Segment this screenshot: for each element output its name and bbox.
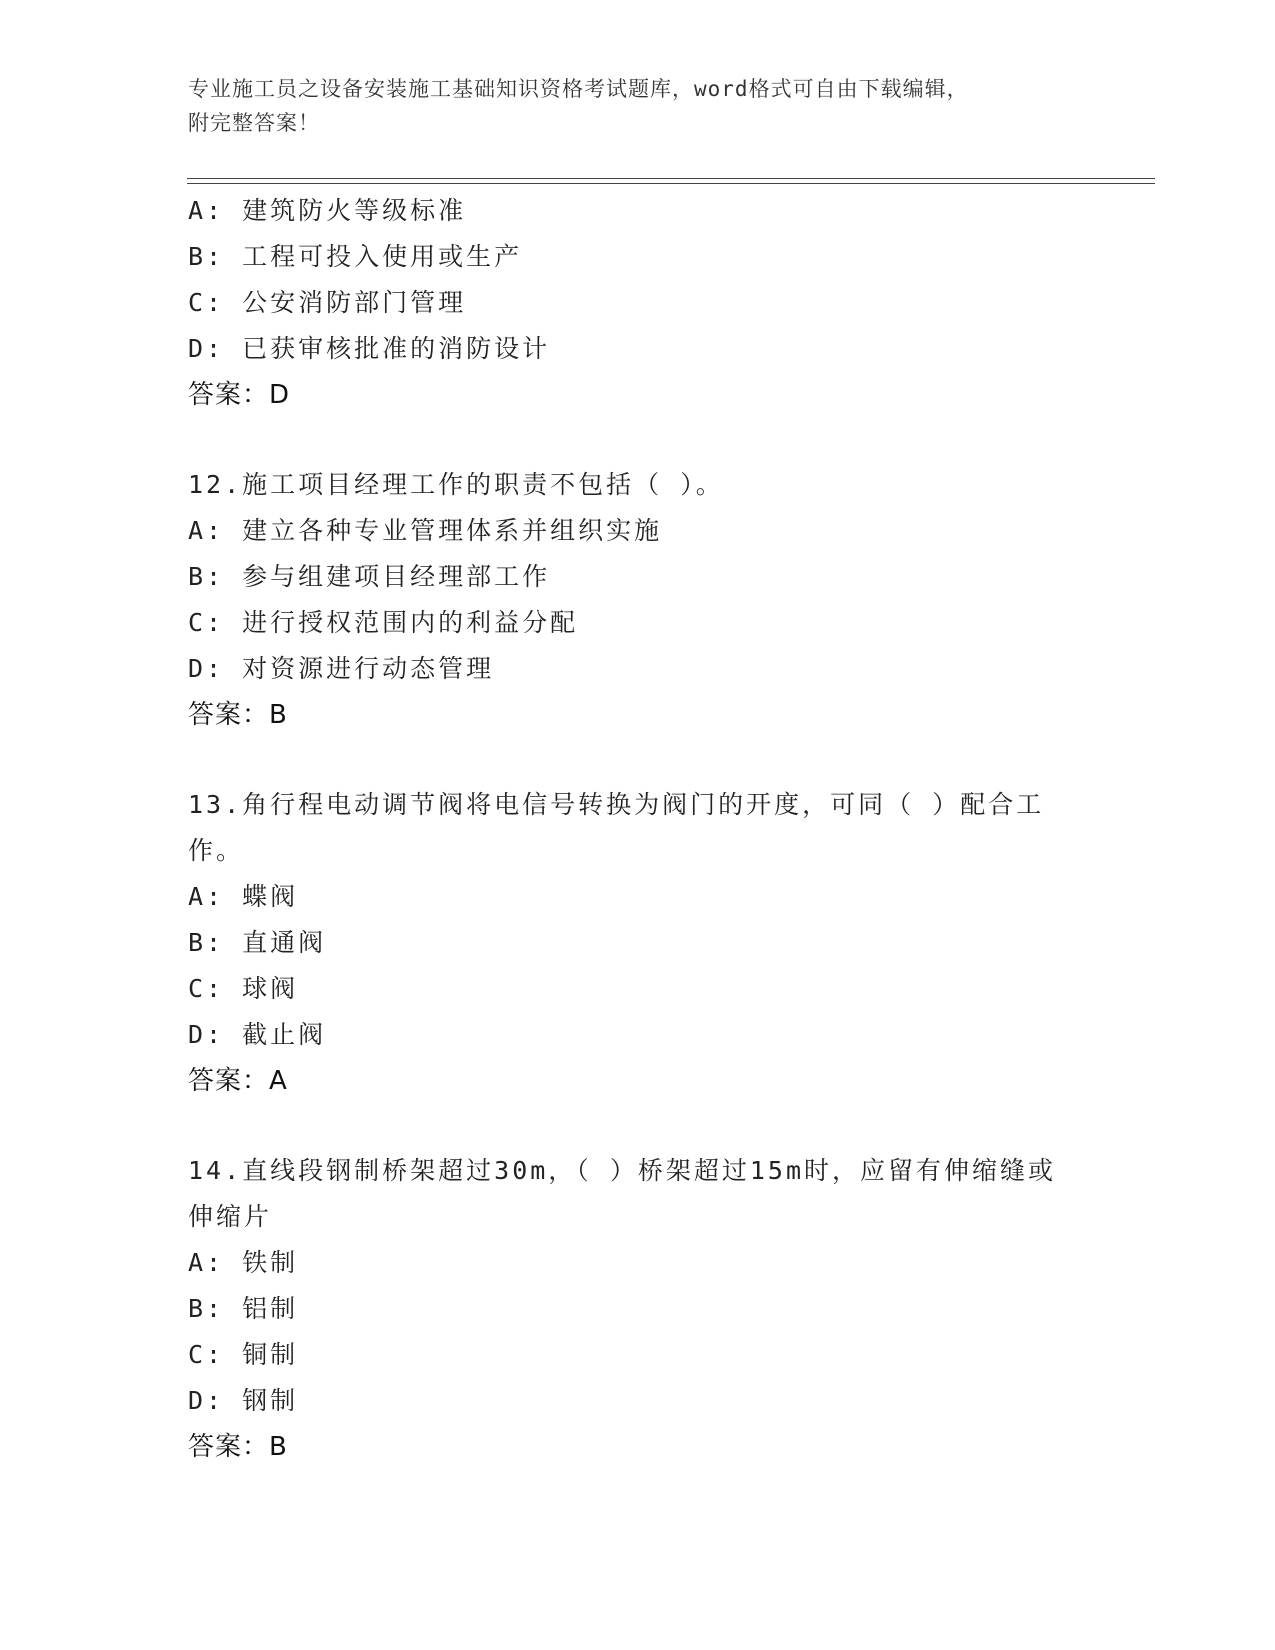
option-b: B: 参与组建项目经理部工作 <box>188 562 551 591</box>
option-d: D: 钢制 <box>188 1386 299 1415</box>
option-c: C: 进行授权范围内的利益分配 <box>188 608 579 637</box>
option-a: A: 铁制 <box>188 1248 299 1277</box>
answer-line: 答案：B <box>188 700 288 730</box>
option-d: D: 对资源进行动态管理 <box>188 654 495 683</box>
document-header <box>188 72 1088 140</box>
option-b: B: 铝制 <box>188 1294 299 1323</box>
option-b: B: 直通阀 <box>188 928 327 957</box>
question-stem <box>188 462 1088 508</box>
option-a: A: 蝶阀 <box>188 882 299 911</box>
option-d: D: 已获审核批准的消防设计 <box>188 334 551 363</box>
option-b: B: 工程可投入使用或生产 <box>188 242 523 271</box>
question-12 <box>188 462 1088 738</box>
option-c: C: 公安消防部门管理 <box>188 288 467 317</box>
option-c: C: 铜制 <box>188 1340 299 1369</box>
answer-line: 答案：B <box>188 1432 288 1462</box>
question-list <box>188 188 1088 1470</box>
question-11-remainder <box>188 188 1088 418</box>
question-stem-line-1: 14.直线段钢制桥架超过30m，（ ）桥架超过15m时，应留有伸缩缝或 <box>188 1156 1057 1185</box>
answer-line: 答案：A <box>188 1066 288 1096</box>
question-stem <box>188 782 1088 874</box>
header-title-line-2: 附完整答案！ <box>188 111 320 135</box>
option-a: A: 建立各种专业管理体系并组织实施 <box>188 516 663 545</box>
question-13 <box>188 782 1088 1104</box>
question-stem-line-1: 12.施工项目经理工作的职责不包括（ ）。 <box>188 470 724 499</box>
question-14 <box>188 1148 1088 1470</box>
question-stem-line-1: 13.角行程电动调节阀将电信号转换为阀门的开度，可同（ ）配合工 <box>188 790 1045 819</box>
question-stem-line-2: 伸缩片 <box>188 1202 273 1231</box>
question-stem <box>188 1148 1088 1240</box>
header-divider <box>187 178 1155 184</box>
option-d: D: 截止阀 <box>188 1020 327 1049</box>
option-c: C: 球阀 <box>188 974 299 1003</box>
option-a: A: 建筑防火等级标准 <box>188 196 467 225</box>
answer-line: 答案：D <box>188 380 291 410</box>
header-title-line-1: 专业施工员之设备安装施工基础知识资格考试题库，word格式可自由下载编辑， <box>188 77 969 101</box>
question-stem-line-2: 作。 <box>188 836 245 865</box>
